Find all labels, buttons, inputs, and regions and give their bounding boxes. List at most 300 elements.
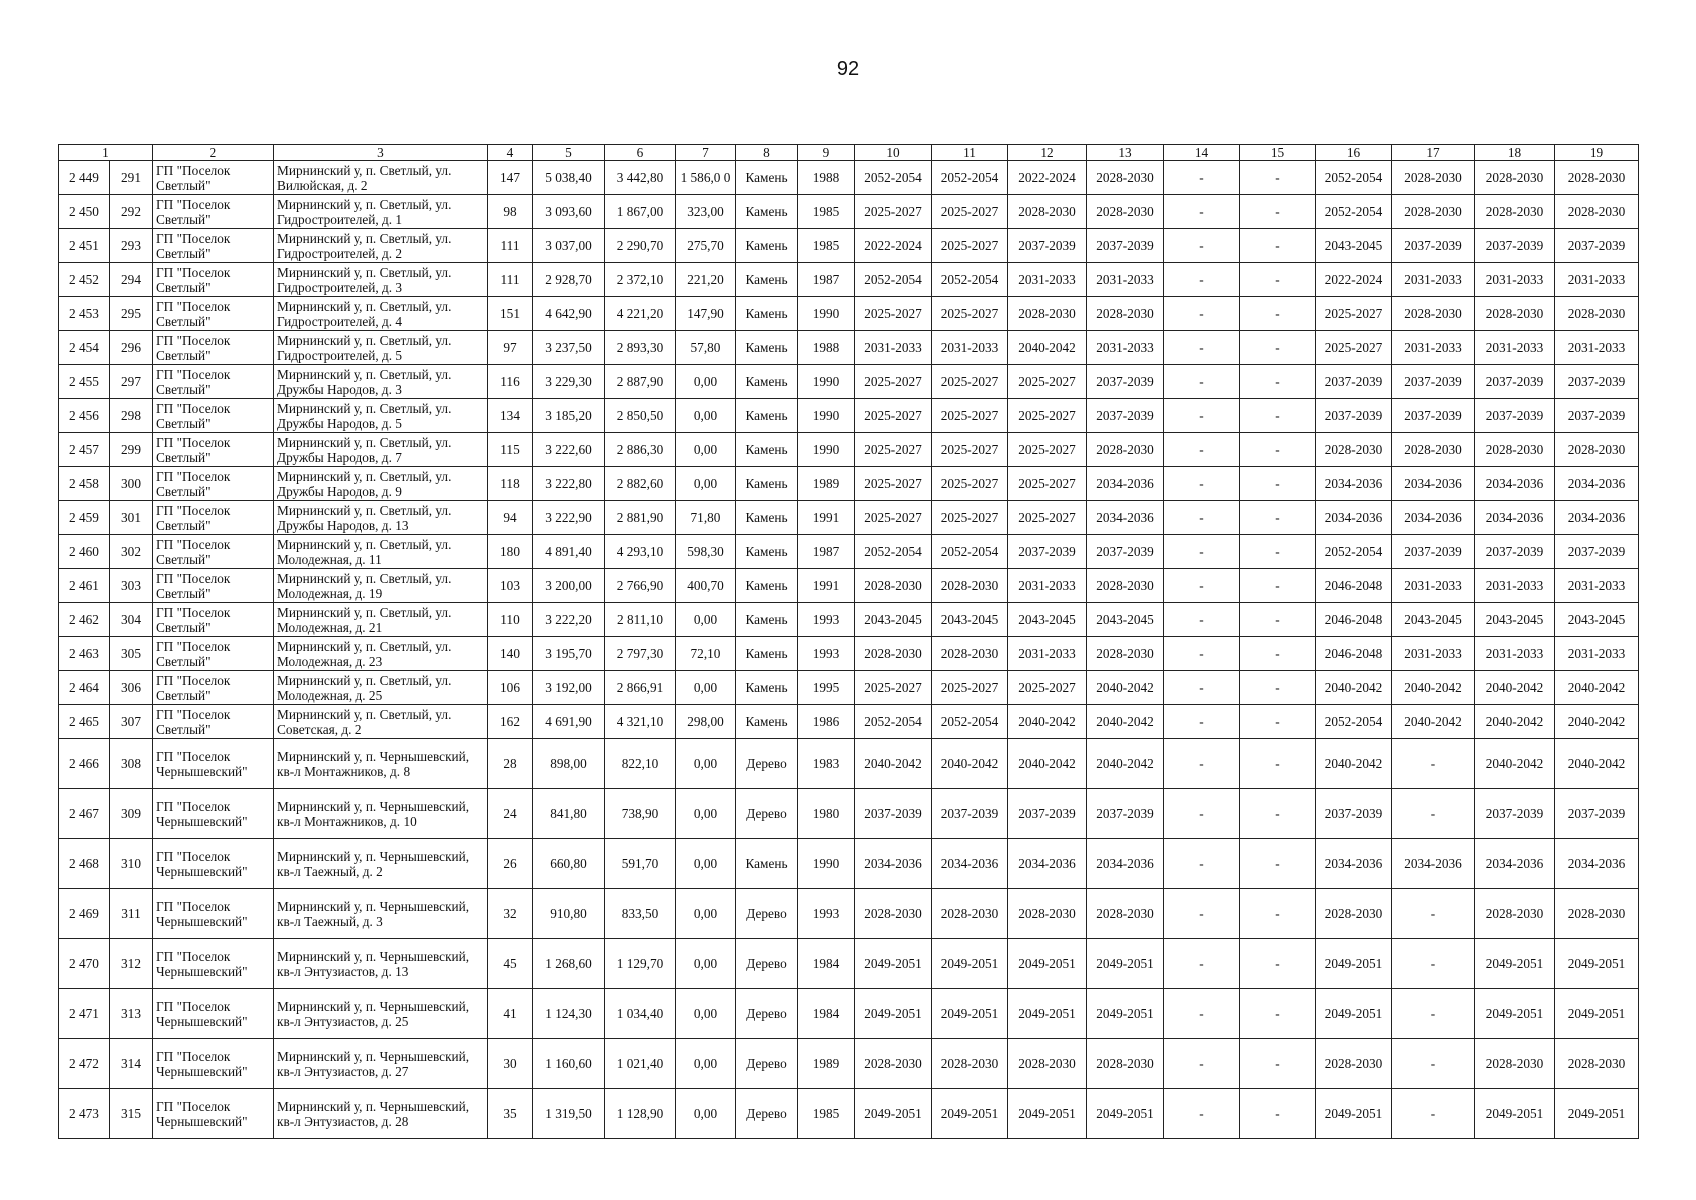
cell-repair-period: 2037-2039 (1392, 535, 1475, 569)
cell-repair-period: 2037-2039 (1087, 535, 1164, 569)
cell-repair-period: 2031-2033 (855, 331, 932, 365)
cell-repair-period: 2028-2030 (1475, 1039, 1555, 1089)
cell-wall-material: Дерево (736, 989, 798, 1039)
cell-municipality: ГП "Поселок Светлый" (153, 229, 274, 263)
cell-municipality: ГП "Поселок Светлый" (153, 399, 274, 433)
cell-residents: 35 (488, 1089, 533, 1139)
cell-repair-period: - (1164, 1039, 1240, 1089)
cell-total-area: 3 222,60 (533, 433, 605, 467)
cell-living-area: 2 881,90 (605, 501, 676, 535)
cell-repair-period: 2025-2027 (1008, 501, 1087, 535)
column-header: 7 (676, 145, 736, 161)
cell-repair-period: 2028-2030 (855, 889, 932, 939)
table-row (59, 365, 1639, 399)
cell-repair-period: 2037-2039 (1555, 535, 1639, 569)
cell-living-area: 2 372,10 (605, 263, 676, 297)
table-row (59, 501, 1639, 535)
table-row (59, 939, 1639, 989)
cell-registry-number: 2 457 (59, 433, 110, 467)
cell-nonresidential-area: 0,00 (676, 365, 736, 399)
cell-registry-number: 2 458 (59, 467, 110, 501)
cell-municipality: ГП "Поселок Светлый" (153, 603, 274, 637)
cell-living-area: 2 290,70 (605, 229, 676, 263)
cell-repair-period: 2052-2054 (932, 161, 1008, 195)
cell-repair-period: - (1240, 229, 1316, 263)
cell-repair-period: 2040-2042 (1475, 705, 1555, 739)
cell-address: Мирнинский у, п. Светлый, ул. Молодежная, д. 21 (274, 603, 488, 637)
cell-registry-number: 2 451 (59, 229, 110, 263)
cell-repair-period: 2028-2030 (1087, 1039, 1164, 1089)
cell-repair-period: 2031-2033 (1087, 331, 1164, 365)
cell-repair-period: - (1164, 705, 1240, 739)
cell-repair-period: 2040-2042 (1008, 739, 1087, 789)
cell-repair-period: - (1240, 569, 1316, 603)
cell-building-number: 300 (110, 467, 153, 501)
column-header: 9 (798, 145, 855, 161)
cell-repair-period: 2025-2027 (1316, 297, 1392, 331)
cell-repair-period: 2037-2039 (1392, 229, 1475, 263)
cell-address: Мирнинский у, п. Светлый, ул. Гидростроителей, д. 3 (274, 263, 488, 297)
cell-living-area: 2 866,91 (605, 671, 676, 705)
cell-repair-period: - (1392, 889, 1475, 939)
cell-repair-period: 2028-2030 (855, 637, 932, 671)
cell-repair-period: 2037-2039 (1555, 399, 1639, 433)
table-row (59, 297, 1639, 331)
cell-residents: 94 (488, 501, 533, 535)
cell-repair-period: 2031-2033 (1392, 263, 1475, 297)
cell-repair-period: 2040-2042 (1475, 739, 1555, 789)
cell-repair-period: - (1240, 195, 1316, 229)
cell-repair-period: 2043-2045 (1316, 229, 1392, 263)
cell-repair-period: 2040-2042 (1316, 671, 1392, 705)
cell-municipality: ГП "Поселок Светлый" (153, 501, 274, 535)
cell-repair-period: 2043-2045 (855, 603, 932, 637)
cell-registry-number: 2 465 (59, 705, 110, 739)
cell-municipality: ГП "Поселок Светлый" (153, 569, 274, 603)
cell-repair-period: 2034-2036 (1555, 501, 1639, 535)
table-row (59, 331, 1639, 365)
cell-nonresidential-area: 71,80 (676, 501, 736, 535)
cell-repair-period: 2028-2030 (1392, 433, 1475, 467)
cell-municipality: ГП "Поселок Светлый" (153, 365, 274, 399)
cell-repair-period: 2025-2027 (932, 501, 1008, 535)
cell-municipality: ГП "Поселок Светлый" (153, 637, 274, 671)
cell-nonresidential-area: 598,30 (676, 535, 736, 569)
cell-address: Мирнинский у, п. Светлый, ул. Молодежная, д. 25 (274, 671, 488, 705)
cell-repair-period: 2052-2054 (932, 535, 1008, 569)
cell-repair-period: - (1164, 161, 1240, 195)
cell-repair-period: 2031-2033 (1008, 569, 1087, 603)
cell-repair-period: 2028-2030 (932, 1039, 1008, 1089)
table-row (59, 399, 1639, 433)
cell-address: Мирнинский у, п. Светлый, ул. Дружбы Народов, д. 9 (274, 467, 488, 501)
cell-total-area: 3 222,20 (533, 603, 605, 637)
cell-total-area: 4 691,90 (533, 705, 605, 739)
cell-wall-material: Камень (736, 569, 798, 603)
cell-repair-period: 2040-2042 (1087, 705, 1164, 739)
table-row (59, 263, 1639, 297)
cell-registry-number: 2 468 (59, 839, 110, 889)
cell-total-area: 3 237,50 (533, 331, 605, 365)
cell-total-area: 1 319,50 (533, 1089, 605, 1139)
cell-wall-material: Камень (736, 331, 798, 365)
cell-repair-period: 2034-2036 (1392, 467, 1475, 501)
cell-municipality: ГП "Поселок Чернышевский" (153, 989, 274, 1039)
cell-repair-period: 2025-2027 (855, 365, 932, 399)
cell-repair-period: 2034-2036 (1392, 501, 1475, 535)
cell-repair-period: 2028-2030 (1087, 569, 1164, 603)
cell-living-area: 2 766,90 (605, 569, 676, 603)
cell-living-area: 2 893,30 (605, 331, 676, 365)
cell-repair-period: 2028-2030 (1555, 161, 1639, 195)
cell-address: Мирнинский у, п. Светлый, ул. Советская, д. 2 (274, 705, 488, 739)
column-header: 19 (1555, 145, 1639, 161)
cell-address: Мирнинский у, п. Чернышевский, кв-л Энтузиастов, д. 13 (274, 939, 488, 989)
cell-building-number: 306 (110, 671, 153, 705)
cell-building-number: 304 (110, 603, 153, 637)
cell-repair-period: - (1164, 671, 1240, 705)
cell-building-number: 307 (110, 705, 153, 739)
cell-nonresidential-area: 0,00 (676, 739, 736, 789)
cell-repair-period: 2040-2042 (1316, 739, 1392, 789)
cell-repair-period: 2028-2030 (1555, 297, 1639, 331)
cell-living-area: 833,50 (605, 889, 676, 939)
cell-building-number: 312 (110, 939, 153, 989)
cell-address: Мирнинский у, п. Светлый, ул. Молодежная, д. 19 (274, 569, 488, 603)
cell-nonresidential-area: 0,00 (676, 399, 736, 433)
column-header: 10 (855, 145, 932, 161)
cell-repair-period: 2037-2039 (1316, 365, 1392, 399)
cell-nonresidential-area: 57,80 (676, 331, 736, 365)
cell-repair-period: 2028-2030 (1087, 161, 1164, 195)
cell-address: Мирнинский у, п. Светлый, ул. Молодежная, д. 11 (274, 535, 488, 569)
cell-address: Мирнинский у, п. Чернышевский, кв-л Таежный, д. 3 (274, 889, 488, 939)
cell-repair-period: 2052-2054 (1316, 195, 1392, 229)
cell-repair-period: - (1164, 263, 1240, 297)
cell-build-year: 1989 (798, 1039, 855, 1089)
cell-repair-period: 2046-2048 (1316, 569, 1392, 603)
cell-repair-period: 2049-2051 (1555, 939, 1639, 989)
cell-repair-period: 2025-2027 (932, 365, 1008, 399)
cell-building-number: 301 (110, 501, 153, 535)
cell-repair-period: 2037-2039 (1555, 365, 1639, 399)
cell-living-area: 1 867,00 (605, 195, 676, 229)
cell-registry-number: 2 460 (59, 535, 110, 569)
cell-wall-material: Камень (736, 365, 798, 399)
cell-repair-period: - (1240, 603, 1316, 637)
cell-residents: 103 (488, 569, 533, 603)
column-header: 3 (274, 145, 488, 161)
cell-municipality: ГП "Поселок Светлый" (153, 331, 274, 365)
cell-total-area: 3 037,00 (533, 229, 605, 263)
cell-municipality: ГП "Поселок Чернышевский" (153, 1089, 274, 1139)
cell-repair-period: 2049-2051 (1475, 989, 1555, 1039)
cell-repair-period: 2031-2033 (1392, 331, 1475, 365)
cell-build-year: 1990 (798, 297, 855, 331)
cell-repair-period: - (1240, 433, 1316, 467)
cell-repair-period: 2025-2027 (1008, 467, 1087, 501)
cell-repair-period: 2043-2045 (932, 603, 1008, 637)
cell-registry-number: 2 471 (59, 989, 110, 1039)
cell-municipality: ГП "Поселок Светлый" (153, 263, 274, 297)
cell-repair-period: 2028-2030 (855, 1039, 932, 1089)
cell-repair-period: 2034-2036 (855, 839, 932, 889)
cell-repair-period: 2025-2027 (932, 195, 1008, 229)
cell-repair-period: 2049-2051 (1316, 989, 1392, 1039)
cell-address: Мирнинский у, п. Чернышевский, кв-л Монтажников, д. 10 (274, 789, 488, 839)
cell-repair-period: - (1164, 501, 1240, 535)
cell-repair-period: 2040-2042 (1555, 739, 1639, 789)
cell-repair-period: - (1240, 939, 1316, 989)
cell-repair-period: 2037-2039 (1555, 789, 1639, 839)
cell-building-number: 302 (110, 535, 153, 569)
cell-address: Мирнинский у, п. Светлый, ул. Молодежная, д. 23 (274, 637, 488, 671)
cell-registry-number: 2 456 (59, 399, 110, 433)
cell-wall-material: Камень (736, 839, 798, 889)
cell-total-area: 1 160,60 (533, 1039, 605, 1089)
cell-repair-period: 2052-2054 (1316, 705, 1392, 739)
cell-repair-period: 2028-2030 (1392, 195, 1475, 229)
cell-repair-period: 2049-2051 (932, 1089, 1008, 1139)
cell-build-year: 1990 (798, 399, 855, 433)
cell-repair-period: 2049-2051 (1087, 939, 1164, 989)
cell-nonresidential-area: 1 586,0 0 (676, 161, 736, 195)
cell-build-year: 1983 (798, 739, 855, 789)
cell-registry-number: 2 461 (59, 569, 110, 603)
column-header: 13 (1087, 145, 1164, 161)
cell-nonresidential-area: 323,00 (676, 195, 736, 229)
cell-repair-period: 2037-2039 (855, 789, 932, 839)
table-row (59, 889, 1639, 939)
cell-wall-material: Дерево (736, 789, 798, 839)
cell-building-number: 291 (110, 161, 153, 195)
cell-residents: 41 (488, 989, 533, 1039)
cell-residents: 97 (488, 331, 533, 365)
cell-repair-period: 2028-2030 (1555, 889, 1639, 939)
cell-living-area: 738,90 (605, 789, 676, 839)
cell-repair-period: 2028-2030 (855, 569, 932, 603)
cell-municipality: ГП "Поселок Светлый" (153, 161, 274, 195)
cell-repair-period: 2040-2042 (1555, 705, 1639, 739)
cell-repair-period: 2034-2036 (1316, 467, 1392, 501)
cell-repair-period: - (1164, 939, 1240, 989)
cell-registry-number: 2 466 (59, 739, 110, 789)
cell-repair-period: - (1240, 501, 1316, 535)
cell-building-number: 308 (110, 739, 153, 789)
cell-total-area: 2 928,70 (533, 263, 605, 297)
cell-repair-period: 2037-2039 (1087, 365, 1164, 399)
cell-repair-period: 2040-2042 (1392, 705, 1475, 739)
cell-repair-period: 2034-2036 (1555, 467, 1639, 501)
cell-repair-period: - (1392, 989, 1475, 1039)
cell-repair-period: 2025-2027 (855, 467, 932, 501)
column-header: 14 (1164, 145, 1240, 161)
cell-living-area: 2 811,10 (605, 603, 676, 637)
cell-wall-material: Камень (736, 297, 798, 331)
cell-wall-material: Камень (736, 263, 798, 297)
cell-total-area: 5 038,40 (533, 161, 605, 195)
cell-total-area: 3 185,20 (533, 399, 605, 433)
cell-repair-period: 2052-2054 (1316, 161, 1392, 195)
cell-repair-period: 2049-2051 (1316, 939, 1392, 989)
cell-repair-period: 2049-2051 (1008, 939, 1087, 989)
cell-wall-material: Камень (736, 195, 798, 229)
cell-residents: 162 (488, 705, 533, 739)
cell-repair-period: 2037-2039 (1475, 535, 1555, 569)
cell-repair-period: 2025-2027 (1008, 365, 1087, 399)
cell-repair-period: 2052-2054 (855, 263, 932, 297)
cell-repair-period: 2025-2027 (1316, 331, 1392, 365)
cell-repair-period: 2028-2030 (1555, 195, 1639, 229)
cell-repair-period: - (1164, 1089, 1240, 1139)
cell-repair-period: - (1240, 399, 1316, 433)
cell-repair-period: - (1240, 161, 1316, 195)
cell-residents: 24 (488, 789, 533, 839)
cell-repair-period: 2049-2051 (1475, 939, 1555, 989)
cell-registry-number: 2 454 (59, 331, 110, 365)
cell-address: Мирнинский у, п. Светлый, ул. Дружбы Народов, д. 13 (274, 501, 488, 535)
cell-repair-period: 2031-2033 (1087, 263, 1164, 297)
cell-build-year: 1985 (798, 195, 855, 229)
cell-repair-period: - (1240, 297, 1316, 331)
cell-nonresidential-area: 0,00 (676, 1089, 736, 1139)
column-header: 2 (153, 145, 274, 161)
cell-repair-period: 2034-2036 (1087, 501, 1164, 535)
cell-build-year: 1991 (798, 569, 855, 603)
cell-build-year: 1991 (798, 501, 855, 535)
cell-build-year: 1985 (798, 229, 855, 263)
cell-living-area: 4 293,10 (605, 535, 676, 569)
cell-municipality: ГП "Поселок Чернышевский" (153, 789, 274, 839)
cell-repair-period: - (1240, 889, 1316, 939)
cell-repair-period: - (1240, 671, 1316, 705)
cell-building-number: 297 (110, 365, 153, 399)
cell-address: Мирнинский у, п. Светлый, ул. Гидростроителей, д. 2 (274, 229, 488, 263)
cell-build-year: 1990 (798, 365, 855, 399)
cell-repair-period: 2025-2027 (855, 433, 932, 467)
cell-wall-material: Камень (736, 399, 798, 433)
cell-build-year: 1987 (798, 535, 855, 569)
cell-address: Мирнинский у, п. Светлый, ул. Дружбы Народов, д. 5 (274, 399, 488, 433)
column-header: 6 (605, 145, 676, 161)
table-row (59, 229, 1639, 263)
table-row (59, 569, 1639, 603)
cell-residents: 140 (488, 637, 533, 671)
table-row (59, 789, 1639, 839)
cell-repair-period: - (1164, 603, 1240, 637)
column-header: 5 (533, 145, 605, 161)
cell-repair-period: 2031-2033 (1475, 637, 1555, 671)
cell-repair-period: - (1164, 399, 1240, 433)
cell-wall-material: Камень (736, 229, 798, 263)
cell-repair-period: 2025-2027 (855, 195, 932, 229)
cell-repair-period: 2031-2033 (1392, 637, 1475, 671)
table-row (59, 1089, 1639, 1139)
cell-repair-period: 2037-2039 (1008, 789, 1087, 839)
cell-repair-period: 2037-2039 (1087, 789, 1164, 839)
cell-repair-period: 2034-2036 (1555, 839, 1639, 889)
cell-repair-period: - (1164, 739, 1240, 789)
cell-nonresidential-area: 0,00 (676, 939, 736, 989)
cell-repair-period: 2028-2030 (1008, 1039, 1087, 1089)
cell-registry-number: 2 464 (59, 671, 110, 705)
cell-repair-period: 2028-2030 (1008, 889, 1087, 939)
cell-repair-period: - (1164, 989, 1240, 1039)
cell-repair-period: 2031-2033 (1475, 263, 1555, 297)
cell-repair-period: 2028-2030 (1087, 433, 1164, 467)
cell-repair-period: 2022-2024 (1008, 161, 1087, 195)
cell-registry-number: 2 473 (59, 1089, 110, 1139)
cell-repair-period: - (1240, 789, 1316, 839)
table-row (59, 839, 1639, 889)
cell-repair-period: - (1240, 705, 1316, 739)
cell-repair-period: 2031-2033 (1475, 569, 1555, 603)
cell-repair-period: 2028-2030 (1555, 433, 1639, 467)
cell-nonresidential-area: 0,00 (676, 1039, 736, 1089)
cell-repair-period: 2043-2045 (1087, 603, 1164, 637)
cell-building-number: 309 (110, 789, 153, 839)
cell-residents: 110 (488, 603, 533, 637)
cell-repair-period: 2025-2027 (932, 433, 1008, 467)
cell-repair-period: 2037-2039 (932, 789, 1008, 839)
cell-address: Мирнинский у, п. Светлый, ул. Вилюйская, д. 2 (274, 161, 488, 195)
cell-residents: 118 (488, 467, 533, 501)
cell-repair-period: 2028-2030 (1087, 297, 1164, 331)
cell-living-area: 1 128,90 (605, 1089, 676, 1139)
cell-residents: 116 (488, 365, 533, 399)
cell-repair-period: 2040-2042 (1087, 671, 1164, 705)
cell-repair-period: 2025-2027 (855, 297, 932, 331)
cell-build-year: 1990 (798, 433, 855, 467)
cell-repair-period: 2028-2030 (1392, 297, 1475, 331)
cell-repair-period: 2046-2048 (1316, 603, 1392, 637)
cell-living-area: 1 034,40 (605, 989, 676, 1039)
cell-repair-period: 2037-2039 (1475, 229, 1555, 263)
cell-repair-period: - (1240, 263, 1316, 297)
cell-address: Мирнинский у, п. Светлый, ул. Гидростроителей, д. 1 (274, 195, 488, 229)
cell-repair-period: - (1240, 989, 1316, 1039)
cell-living-area: 1 021,40 (605, 1039, 676, 1089)
cell-repair-period: - (1164, 331, 1240, 365)
cell-repair-period: - (1240, 839, 1316, 889)
cell-registry-number: 2 450 (59, 195, 110, 229)
cell-total-area: 3 229,30 (533, 365, 605, 399)
cell-nonresidential-area: 147,90 (676, 297, 736, 331)
cell-repair-period: 2034-2036 (1316, 839, 1392, 889)
cell-living-area: 2 850,50 (605, 399, 676, 433)
cell-registry-number: 2 459 (59, 501, 110, 535)
cell-repair-period: 2028-2030 (1087, 889, 1164, 939)
cell-repair-period: 2049-2051 (1555, 1089, 1639, 1139)
cell-total-area: 4 642,90 (533, 297, 605, 331)
cell-repair-period: 2028-2030 (1475, 433, 1555, 467)
cell-wall-material: Дерево (736, 939, 798, 989)
cell-wall-material: Камень (736, 535, 798, 569)
cell-address: Мирнинский у, п. Чернышевский, кв-л Энтузиастов, д. 28 (274, 1089, 488, 1139)
cell-total-area: 660,80 (533, 839, 605, 889)
cell-repair-period: 2031-2033 (1475, 331, 1555, 365)
cell-repair-period: - (1164, 889, 1240, 939)
cell-repair-period: 2049-2051 (1008, 989, 1087, 1039)
cell-repair-period: 2028-2030 (1087, 195, 1164, 229)
column-header: 4 (488, 145, 533, 161)
cell-building-number: 315 (110, 1089, 153, 1139)
cell-address: Мирнинский у, п. Светлый, ул. Дружбы Народов, д. 7 (274, 433, 488, 467)
cell-repair-period: 2034-2036 (1316, 501, 1392, 535)
cell-repair-period: 2037-2039 (1008, 535, 1087, 569)
cell-wall-material: Камень (736, 433, 798, 467)
cell-repair-period: 2025-2027 (932, 467, 1008, 501)
